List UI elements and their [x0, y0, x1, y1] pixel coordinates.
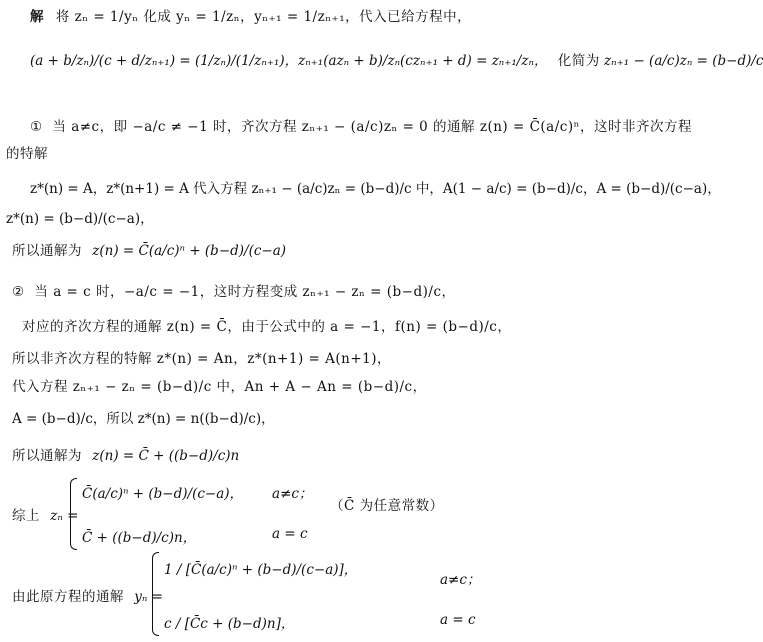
case1-line	[30, 118, 692, 136]
case2-general-prefix: 所以通解为	[12, 448, 82, 464]
summary-prefix: 综上	[12, 508, 40, 524]
solution-label: 解	[30, 9, 44, 25]
summary-case-a: C̄(a/c)ⁿ + (b−d)/(c−a)，	[82, 486, 244, 502]
case2-coefficient	[12, 410, 275, 428]
substitution-line	[30, 52, 763, 70]
case2-text: 当 a = c 时，−a/c = −1，这时方程变成 zₙ₊₁ − zₙ = (b−d)/c，	[34, 284, 456, 300]
case2-general-eq: z(n) = C̄ + ((b−d)/c)n	[92, 448, 240, 464]
case2-substitute	[12, 378, 427, 396]
final-case-a: 1 / [C̄(a/c)ⁿ + (b−d)/(c−a)]，	[164, 562, 358, 578]
case2-particular-form-text: 所以非齐次方程的特解 z*(n) = An，z*(n+1) = A(n+1)，	[12, 351, 391, 367]
summary-brace	[70, 478, 77, 550]
case2-coefficient-text: A = (b−d)/c，所以 z*(n) = n((b−d)/c)，	[12, 411, 275, 427]
final-prefix-line	[12, 588, 163, 606]
final-case-b: c / [C̄c + (b−d)n]，	[164, 616, 295, 632]
case1-continuation-text: 的特解	[6, 146, 48, 162]
case1-particular-result	[6, 210, 154, 228]
case1-continuation	[6, 145, 48, 163]
case2-label: ②	[12, 284, 25, 300]
summary-cond-a: a≠c；	[272, 486, 313, 502]
case1-text: 当 a≠c，即 −a/c ≠ −1 时，齐次方程 zₙ₊₁ − (a/c)zₙ = 0 的通解 z(n) = C̄(a/c)ⁿ，这时非齐次方程	[52, 119, 692, 135]
case2-substitute-text: 代入方程 zₙ₊₁ − zₙ = (b−d)/c 中，An + A − An = (b−d)/c，	[12, 379, 427, 395]
case1-general-eq: z(n) = C̄(a/c)ⁿ + (b−d)/(c−a)	[92, 243, 287, 259]
case2-homogeneous-text: 对应的齐次方程的通解 z(n) = C̄，由于公式中的 a = −1，f(n) = (b−d)/c，	[22, 319, 512, 335]
case1-particular-sub	[30, 180, 721, 198]
case2-homogeneous	[22, 318, 511, 336]
summary-var: zₙ =	[50, 508, 79, 524]
case1-label: ①	[30, 119, 43, 135]
case1-general	[12, 242, 286, 260]
final-cond-a: a≠c；	[440, 572, 481, 588]
substitution-eq: (a + b/zₙ)/(c + d/zₙ₊₁) = (1/zₙ)/(1/zₙ₊₁)，zₙ₊₁(azₙ + b)/zₙ(czₙ₊₁ + d) = zₙ₊₁/zₙ，	[30, 53, 548, 69]
simplified-prefix: 化简为	[557, 53, 600, 69]
case1-particular-result-text: z*(n) = (b−d)/(c−a)，	[6, 211, 154, 227]
intro-line	[30, 8, 471, 26]
final-prefix: 由此原方程的通解	[12, 589, 124, 605]
case1-particular-sub-text: z*(n) = A，z*(n+1) = A 代入方程 zₙ₊₁ − (a/c)zₙ = (b−d)/c 中，A(1 − a/c) = (b−d)/c，A = (b−d)/(c−a)，	[30, 181, 721, 197]
case1-general-prefix: 所以通解为	[12, 243, 82, 259]
case2-general	[12, 447, 239, 465]
summary-note: （C̄ 为任意常数）	[330, 498, 444, 514]
case2-particular-form	[12, 350, 391, 368]
final-cond-b: a = c	[440, 612, 476, 628]
intro-text: 将 zₙ = 1/yₙ 化成 yₙ = 1/zₙ，yₙ₊₁ = 1/zₙ₊₁，代入已给方程中，	[55, 9, 472, 25]
case2-line	[12, 283, 456, 301]
final-brace	[152, 552, 159, 636]
summary-cond-b: a = c	[272, 526, 308, 542]
simplified-eq: zₙ₊₁ − (a/c)zₙ = (b−d)/c	[604, 53, 763, 69]
summary-prefix-line	[12, 507, 78, 525]
final-var: yₙ =	[134, 589, 163, 605]
summary-case-b: C̄ + ((b−d)/c)n，	[82, 530, 197, 546]
